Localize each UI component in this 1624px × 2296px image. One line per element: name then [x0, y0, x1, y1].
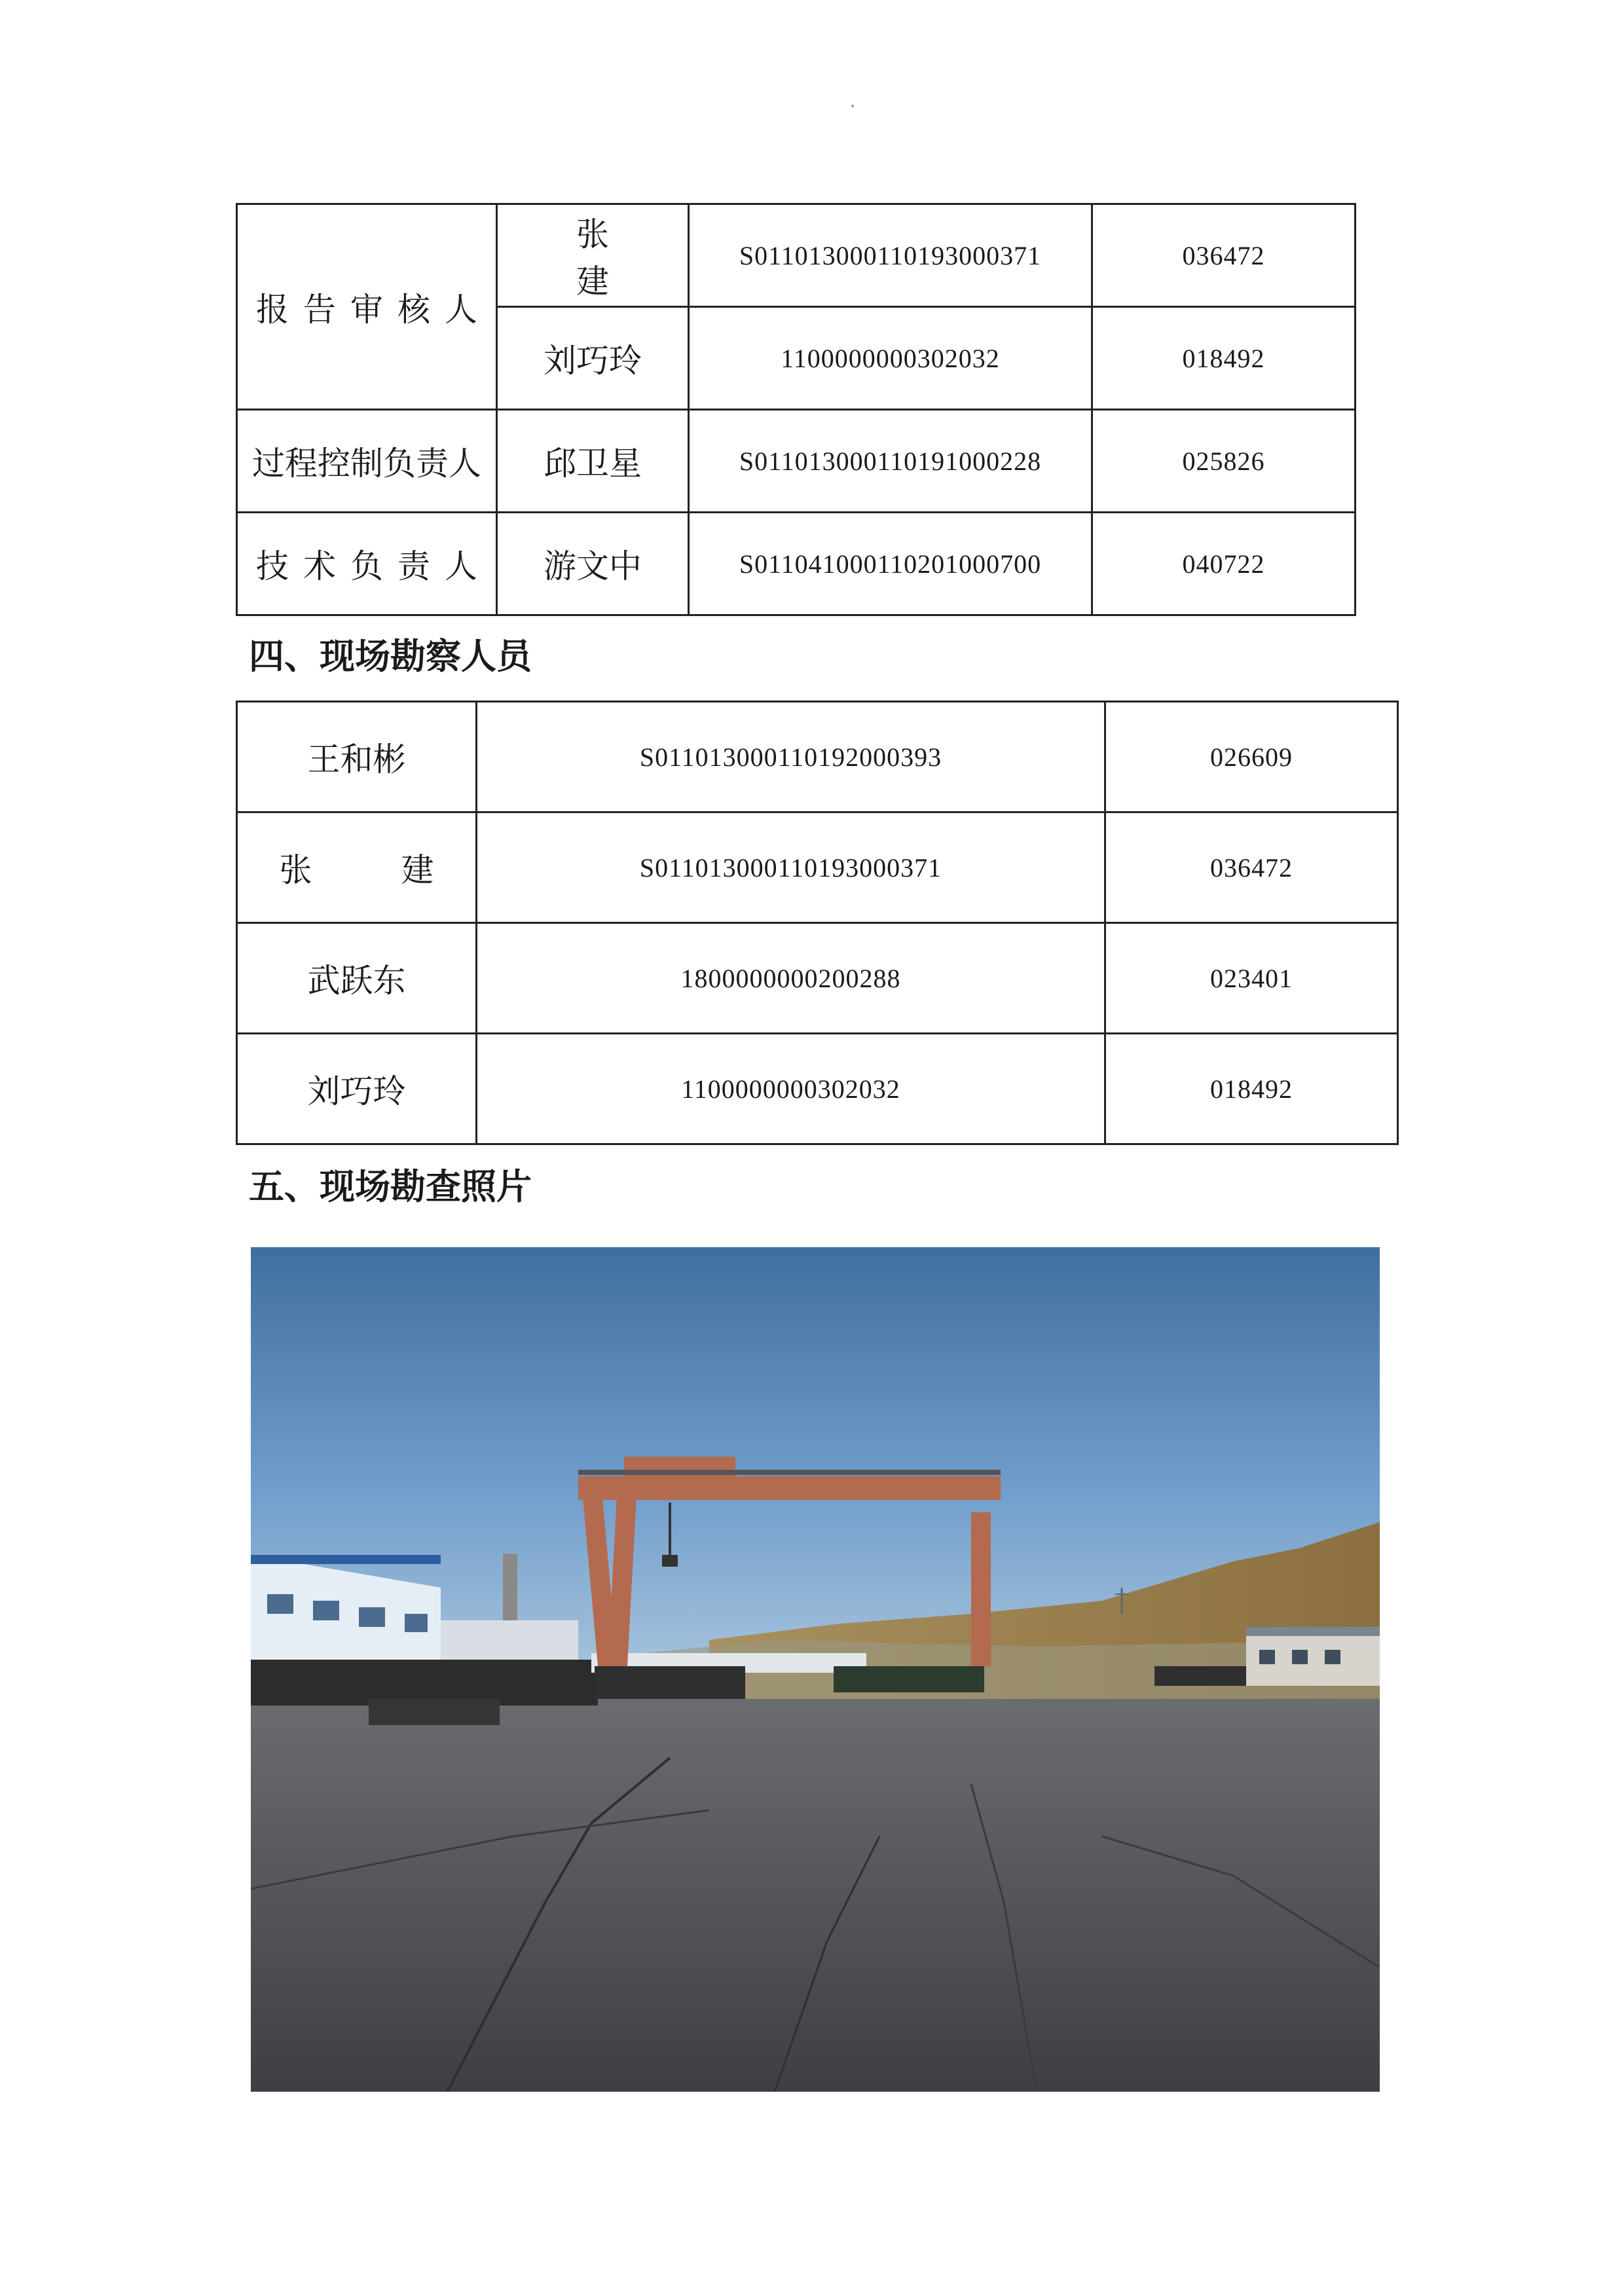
scan-speck [851, 105, 854, 107]
id-cell: 018492 [1105, 1034, 1398, 1144]
table-row [237, 513, 1356, 615]
role-cell: 技术负责人 [237, 513, 497, 615]
certificate-cell: S011013000110192000393 [477, 702, 1105, 812]
role-cell: 报告审核人 [237, 204, 497, 410]
name-cell: 刘巧玲 [497, 307, 689, 410]
id-cell: 036472 [1105, 812, 1398, 923]
site-photo [251, 1247, 1380, 2092]
id-cell: 025826 [1092, 410, 1356, 513]
certificate-cell: S01101300011019100022​8 [689, 410, 1092, 513]
table-row [237, 204, 1356, 307]
section-heading-survey-personnel: 四、现场勘察人员 [249, 636, 532, 677]
id-cell: 018492 [1092, 307, 1356, 410]
section-heading-site-photos: 五、现场勘查照片 [249, 1166, 532, 1207]
table-row [237, 1034, 1398, 1144]
name-cell: 张 建 [497, 204, 689, 307]
certificate-cell: S011013000110193000371 [477, 812, 1105, 923]
table-row [237, 702, 1398, 812]
table-row [237, 410, 1356, 513]
name-cell: 游文中 [497, 513, 689, 615]
certificate-cell: S01101300011019300037​1 [689, 204, 1092, 307]
site-photo-drawing [251, 1247, 1380, 2092]
survey-personnel-table [236, 701, 1399, 1145]
name-cell: 王和彬 [237, 702, 477, 812]
table-row [237, 923, 1398, 1034]
name-cell: 邱卫星 [497, 410, 689, 513]
id-cell: 040722 [1092, 513, 1356, 615]
name-cell: 武跃东 [237, 923, 477, 1034]
certificate-cell: 1100000000302032 [689, 307, 1092, 410]
table-row [237, 812, 1398, 923]
id-cell: 026609 [1105, 702, 1398, 812]
certificate-cell: S01104100011020100070​0 [689, 513, 1092, 615]
role-cell: 过程控制负责人 [237, 410, 497, 513]
id-cell: 023401 [1105, 923, 1398, 1034]
certificate-cell: 1100000000302032 [477, 1034, 1105, 1144]
review-personnel-table [236, 203, 1356, 616]
certificate-cell: 1800000000200288 [477, 923, 1105, 1034]
name-cell: 张 建 [237, 812, 477, 923]
id-cell: 036472 [1092, 204, 1356, 307]
name-cell: 刘巧玲 [237, 1034, 477, 1144]
